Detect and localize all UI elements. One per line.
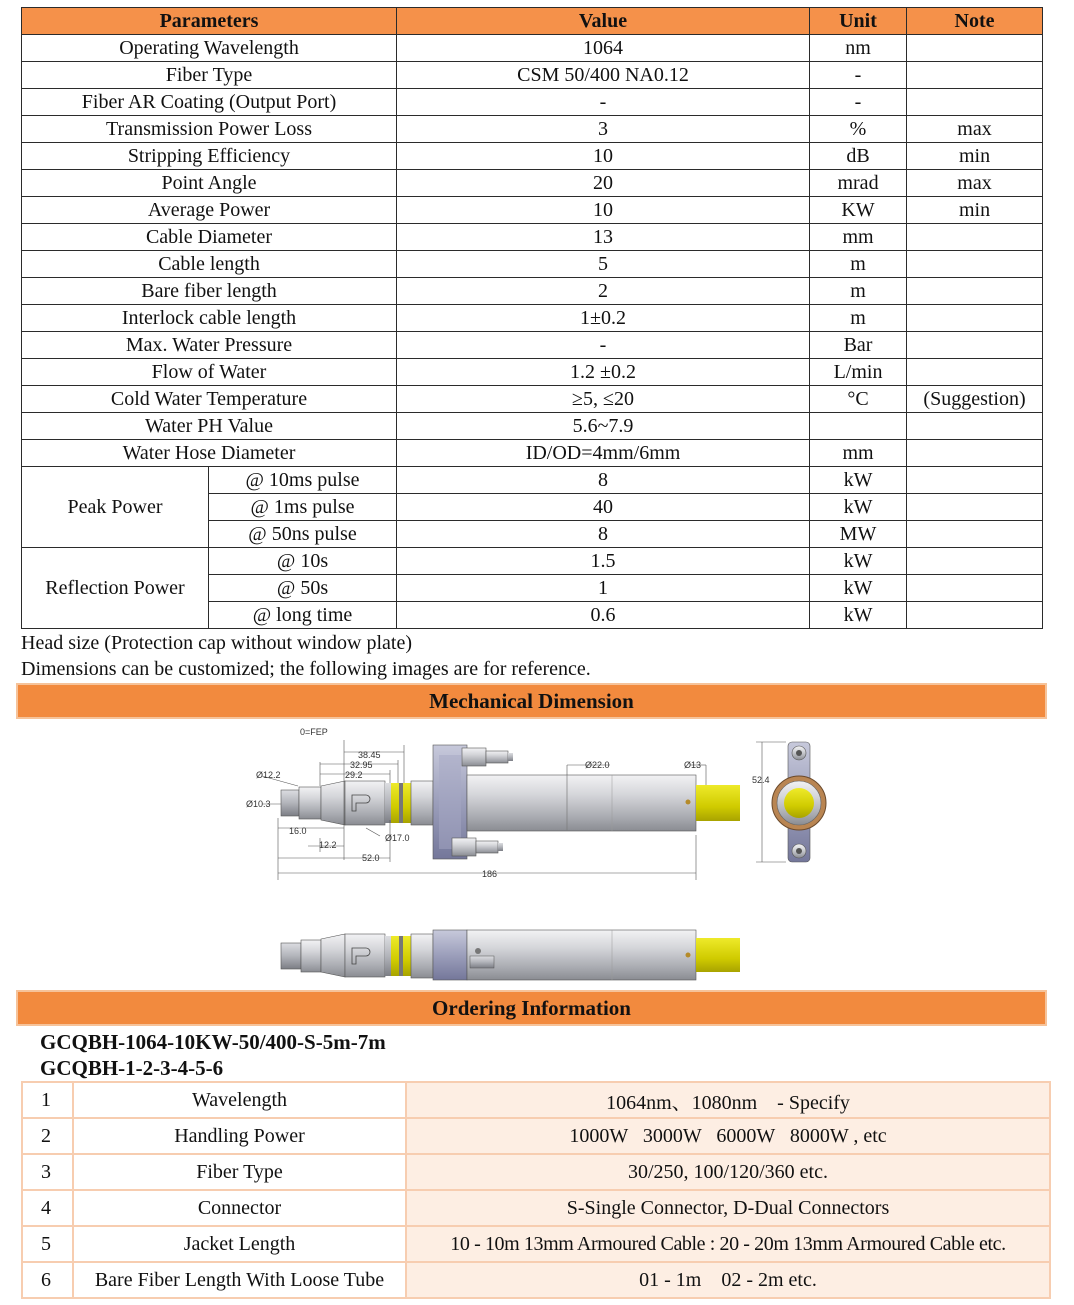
dim-label: 16.0 xyxy=(289,826,307,836)
param-unit: kW xyxy=(810,575,907,602)
param-note: min xyxy=(907,143,1043,170)
param-name: Stripping Efficiency xyxy=(22,143,397,170)
param-value: 3 xyxy=(397,116,810,143)
param-unit: L/min xyxy=(810,359,907,386)
param-unit: kW xyxy=(810,602,907,629)
param-unit: mrad xyxy=(810,170,907,197)
param-unit: m xyxy=(810,251,907,278)
param-name: Fiber AR Coating (Output Port) xyxy=(22,89,397,116)
param-value: 5.6~7.9 xyxy=(397,413,810,440)
param-name: Water PH Value xyxy=(22,413,397,440)
table-row xyxy=(22,1082,1050,1118)
param-name: Average Power xyxy=(22,197,397,224)
param-name: Bare fiber length xyxy=(22,278,397,305)
param-name: Operating Wavelength xyxy=(22,35,397,62)
order-code-pattern: GCQBH-1-2-3-4-5-6 xyxy=(40,1056,224,1080)
order-value: 10 - 10m 13mm Armoured Cable : 20 - 20m 13mm Armoured Cable etc. xyxy=(406,1226,1050,1262)
param-value: 8 xyxy=(397,521,810,548)
reflection-power-label: Reflection Power xyxy=(22,548,209,629)
param-unit: dB xyxy=(810,143,907,170)
dim-label: Ø10.3 xyxy=(246,799,271,809)
header-unit: Unit xyxy=(810,8,907,35)
param-note: max xyxy=(907,170,1043,197)
param-unit: Bar xyxy=(810,332,907,359)
param-note: max xyxy=(907,116,1043,143)
ordering-table xyxy=(21,1081,1051,1299)
order-value: 30/250, 100/120/360 etc. xyxy=(406,1154,1050,1190)
param-unit: mm xyxy=(810,440,907,467)
mechanical-dimension-title: Mechanical Dimension xyxy=(16,683,1047,719)
order-value: 1064nm、1080nm - Specify xyxy=(406,1082,1050,1118)
order-name: Bare Fiber Length With Loose Tube xyxy=(73,1262,406,1298)
sub-param: @ 1ms pulse xyxy=(209,494,397,521)
order-num: 6 xyxy=(22,1262,73,1298)
param-name: Max. Water Pressure xyxy=(22,332,397,359)
header-value: Value xyxy=(397,8,810,35)
param-unit: kW xyxy=(810,494,907,521)
header-parameters: Parameters xyxy=(22,8,397,35)
note-customized: Dimensions can be customized; the following images are for reference. xyxy=(21,658,591,680)
param-name: Cable Diameter xyxy=(22,224,397,251)
dim-label: 32.95 xyxy=(350,760,373,770)
order-num: 1 xyxy=(22,1082,73,1118)
param-name: Flow of Water xyxy=(22,359,397,386)
table-row xyxy=(22,1190,1050,1226)
order-value: S-Single Connector, D-Dual Connectors xyxy=(406,1190,1050,1226)
order-code-example: GCQBH-1064-10KW-50/400-S-5m-7m xyxy=(40,1030,386,1054)
dim-label: Ø13 xyxy=(684,760,702,770)
param-value: 1.2 ±0.2 xyxy=(397,359,810,386)
table-row xyxy=(22,1226,1050,1262)
dim-label: 0=FEP xyxy=(300,727,328,737)
connector-end-view xyxy=(772,742,826,862)
table-row xyxy=(22,1262,1050,1298)
param-value: ≥5, ≤20 xyxy=(397,386,810,413)
table-row xyxy=(22,1118,1050,1154)
dim-label: 52.4 xyxy=(752,775,770,785)
param-value: 13 xyxy=(397,224,810,251)
sub-param: @ 10s xyxy=(209,548,397,575)
order-value: 1000W 3000W 6000W 8000W , etc xyxy=(406,1118,1050,1154)
param-value: ID/OD=4mm/6mm xyxy=(397,440,810,467)
param-value: 20 xyxy=(397,170,810,197)
param-unit: - xyxy=(810,62,907,89)
param-value: CSM 50/400 NA0.12 xyxy=(397,62,810,89)
order-name: Handling Power xyxy=(73,1118,406,1154)
param-name: Water Hose Diameter xyxy=(22,440,397,467)
order-name: Connector xyxy=(73,1190,406,1226)
peak-power-label: Peak Power xyxy=(22,467,209,548)
param-value: 1.5 xyxy=(397,548,810,575)
sub-param: @ 50s xyxy=(209,575,397,602)
param-value: 10 xyxy=(397,143,810,170)
sub-param: @ long time xyxy=(209,602,397,629)
param-value: 8 xyxy=(397,467,810,494)
sub-param: @ 50ns pulse xyxy=(209,521,397,548)
table-row xyxy=(22,1154,1050,1190)
param-name: Cold Water Temperature xyxy=(22,386,397,413)
param-value: 40 xyxy=(397,494,810,521)
param-name: Interlock cable length xyxy=(22,305,397,332)
param-value: 2 xyxy=(397,278,810,305)
param-value: - xyxy=(397,89,810,116)
order-name: Jacket Length xyxy=(73,1226,406,1262)
dim-label: Ø12.2 xyxy=(256,770,281,780)
param-unit: nm xyxy=(810,35,907,62)
dim-label: Ø17.0 xyxy=(385,833,410,843)
order-num: 2 xyxy=(22,1118,73,1154)
param-unit: - xyxy=(810,89,907,116)
order-name: Fiber Type xyxy=(73,1154,406,1190)
connector-photo-view xyxy=(281,930,740,980)
dim-label: 38.45 xyxy=(358,750,381,760)
param-unit: MW xyxy=(810,521,907,548)
param-name: Fiber Type xyxy=(22,62,397,89)
param-value: 0.6 xyxy=(397,602,810,629)
param-value: 5 xyxy=(397,251,810,278)
order-num: 3 xyxy=(22,1154,73,1190)
param-value: 1064 xyxy=(397,35,810,62)
param-unit: kW xyxy=(810,467,907,494)
param-unit: °C xyxy=(810,386,907,413)
dim-label: Ø22.0 xyxy=(585,760,610,770)
param-name: Cable length xyxy=(22,251,397,278)
ordering-information-title: Ordering Information xyxy=(16,990,1047,1026)
dim-label: 12.2 xyxy=(319,840,337,850)
param-unit: KW xyxy=(810,197,907,224)
param-unit: mm xyxy=(810,224,907,251)
param-note: (Suggestion) xyxy=(907,386,1043,413)
sub-param: @ 10ms pulse xyxy=(209,467,397,494)
param-unit: % xyxy=(810,116,907,143)
param-name: Point Angle xyxy=(22,170,397,197)
param-name: Transmission Power Loss xyxy=(22,116,397,143)
order-name: Wavelength xyxy=(73,1082,406,1118)
order-value: 01 - 1m 02 - 2m etc. xyxy=(406,1262,1050,1298)
param-value: 10 xyxy=(397,197,810,224)
order-num: 4 xyxy=(22,1190,73,1226)
param-value: 1 xyxy=(397,575,810,602)
param-value: 1±0.2 xyxy=(397,305,810,332)
param-unit: kW xyxy=(810,548,907,575)
note-head-size: Head size (Protection cap without window plate) xyxy=(21,632,412,654)
order-num: 5 xyxy=(22,1226,73,1262)
param-value: - xyxy=(397,332,810,359)
dim-label: 186 xyxy=(482,869,498,879)
dim-label: 29.2 xyxy=(345,770,363,780)
param-unit: m xyxy=(810,305,907,332)
param-note: min xyxy=(907,197,1043,224)
header-note: Note xyxy=(907,8,1043,35)
param-unit: m xyxy=(810,278,907,305)
dim-label: 52.0 xyxy=(362,853,380,863)
